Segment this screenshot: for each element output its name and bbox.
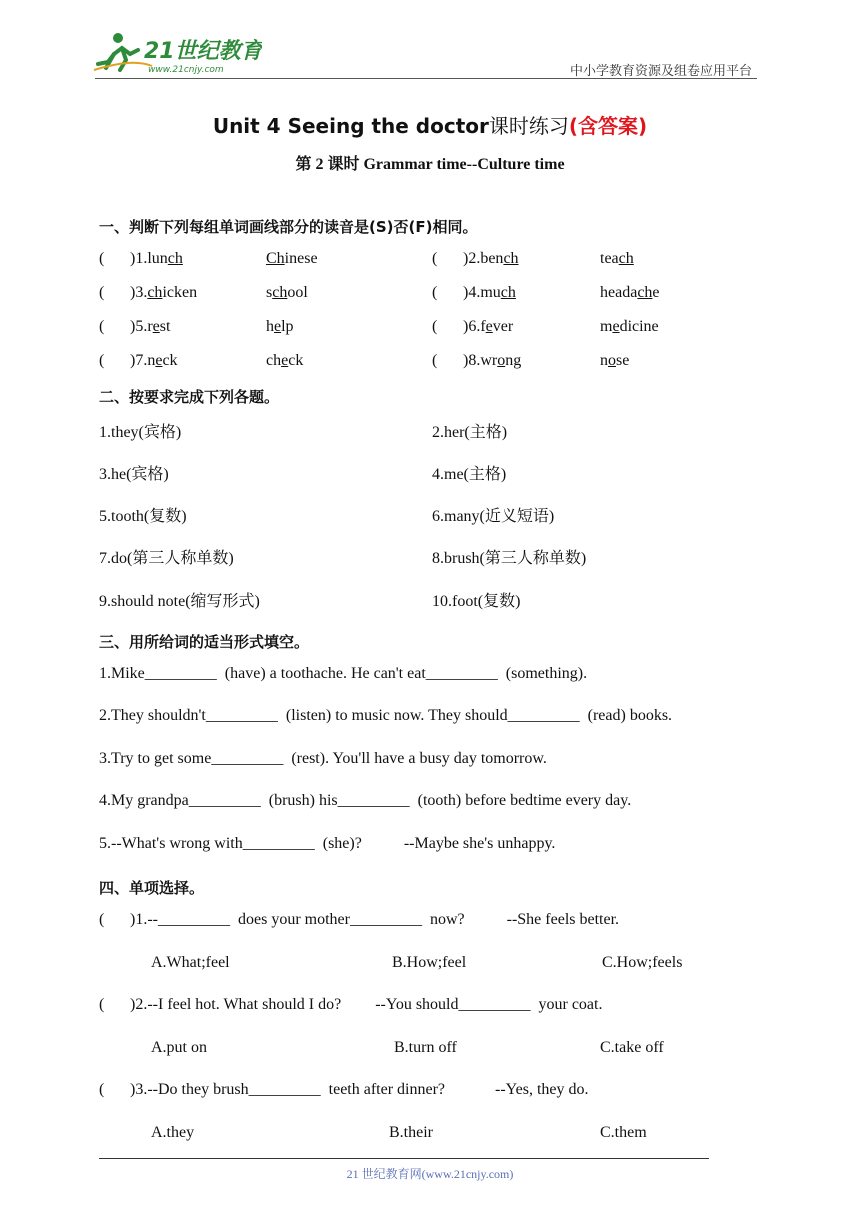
- word: )6.fever: [463, 318, 514, 335]
- paren-open: (: [99, 318, 105, 335]
- word: )4.much: [463, 284, 516, 301]
- list-item: 3.he(宾格): [99, 466, 169, 483]
- word: )7.neck: [130, 352, 178, 369]
- list-item: 4.me(主格): [432, 466, 507, 483]
- option: B.turn off: [394, 1039, 457, 1056]
- paren-open: (: [432, 318, 438, 335]
- question-stem: )3.--Do they brush_________ teeth after dinner? --Yes, they do.: [130, 1081, 589, 1098]
- header-platform-text: 中小学教育资源及组卷应用平台: [570, 64, 753, 79]
- fill-blank-line: 5.--What's wrong with_________ (she)? --Maybe she's unhappy.: [99, 835, 556, 852]
- section3-heading: 三、用所给词的适当形式填空。: [99, 633, 310, 651]
- paren-open: (: [432, 250, 438, 267]
- paren-open: (: [99, 250, 105, 267]
- question-stem: )1.--_________ does your mother_________ now? --She feels better.: [130, 911, 620, 928]
- paren-open: (: [432, 284, 438, 301]
- question-paren: (: [99, 996, 105, 1013]
- svg-text:21世纪教育: 21世纪教育: [144, 39, 262, 64]
- title-answer-note: (含答案): [568, 114, 648, 138]
- option: C.take off: [600, 1039, 664, 1056]
- footer-divider: [99, 1158, 709, 1159]
- word: )8.wrong: [463, 352, 522, 369]
- fill-blank-line: 2.They shouldn't_________ (listen) to music now. They should_________ (read) books.: [99, 707, 673, 724]
- section4-heading: 四、单项选择。: [99, 879, 205, 897]
- word: )5.rest: [130, 318, 171, 335]
- page-title: [0, 110, 860, 139]
- paren-open: (: [99, 284, 105, 301]
- paren-open: (: [99, 352, 105, 369]
- logo: [92, 28, 262, 78]
- fill-blank-line: 3.Try to get some_________ (rest). You'll have a busy day tomorrow.: [99, 750, 547, 767]
- question-paren: (: [99, 1081, 105, 1098]
- word: teach: [600, 250, 634, 267]
- option: B.How;feel: [392, 954, 467, 971]
- list-item: 6.many(近义短语): [432, 508, 555, 525]
- option: A.they: [151, 1124, 195, 1141]
- word: nose: [600, 352, 630, 369]
- word: )3.chicken: [130, 284, 198, 301]
- list-item: 2.her(主格): [432, 424, 508, 441]
- question-stem: )2.--I feel hot. What should I do? --You should_________ your coat.: [130, 996, 603, 1013]
- word: )2.bench: [463, 250, 519, 267]
- list-item: 7.do(第三人称单数): [99, 550, 234, 567]
- header-divider: [95, 78, 757, 79]
- word: medicine: [600, 318, 659, 335]
- option: A.put on: [151, 1039, 207, 1056]
- option: C.them: [600, 1124, 647, 1141]
- page-subtitle: 第 2 课时 Grammar time--Culture time: [295, 156, 565, 173]
- list-item: 1.they(宾格): [99, 424, 182, 441]
- word: Chinese: [266, 250, 318, 267]
- list-item: 9.should note(缩写形式): [99, 593, 260, 610]
- title-mid: 课时练习: [488, 114, 569, 138]
- list-item: 5.tooth(复数): [99, 508, 187, 525]
- word: help: [266, 318, 294, 335]
- option: A.What;feel: [151, 954, 230, 971]
- word: )1.lunch: [130, 250, 183, 267]
- paren-open: (: [432, 352, 438, 369]
- fill-blank-line: 1.Mike_________ (have) a toothache. He can't eat_________ (something).: [99, 665, 588, 682]
- title-main: Unit 4 Seeing the doctor: [212, 114, 489, 138]
- word: school: [266, 284, 308, 301]
- word: check: [266, 352, 304, 369]
- option: C.How;feels: [602, 954, 683, 971]
- word: headache: [600, 284, 660, 301]
- svg-text:www.21cnjy.com: www.21cnjy.com: [148, 65, 224, 75]
- list-item: 8.brush(第三人称单数): [432, 550, 587, 567]
- list-item: 10.foot(复数): [432, 593, 521, 610]
- question-paren: (: [99, 911, 105, 928]
- footer-text: 21 世纪教育网(www.21cnjy.com): [346, 1167, 514, 1181]
- fill-blank-line: 4.My grandpa_________ (brush) his_________ (tooth) before bedtime every day.: [99, 792, 632, 809]
- section2-heading: 二、按要求完成下列各题。: [99, 388, 280, 406]
- runner-logo-icon: [92, 28, 262, 78]
- option: B.their: [389, 1124, 433, 1141]
- section1-heading: 一、判断下列每组单词画线部分的读音是(S)否(F)相同。: [99, 218, 478, 236]
